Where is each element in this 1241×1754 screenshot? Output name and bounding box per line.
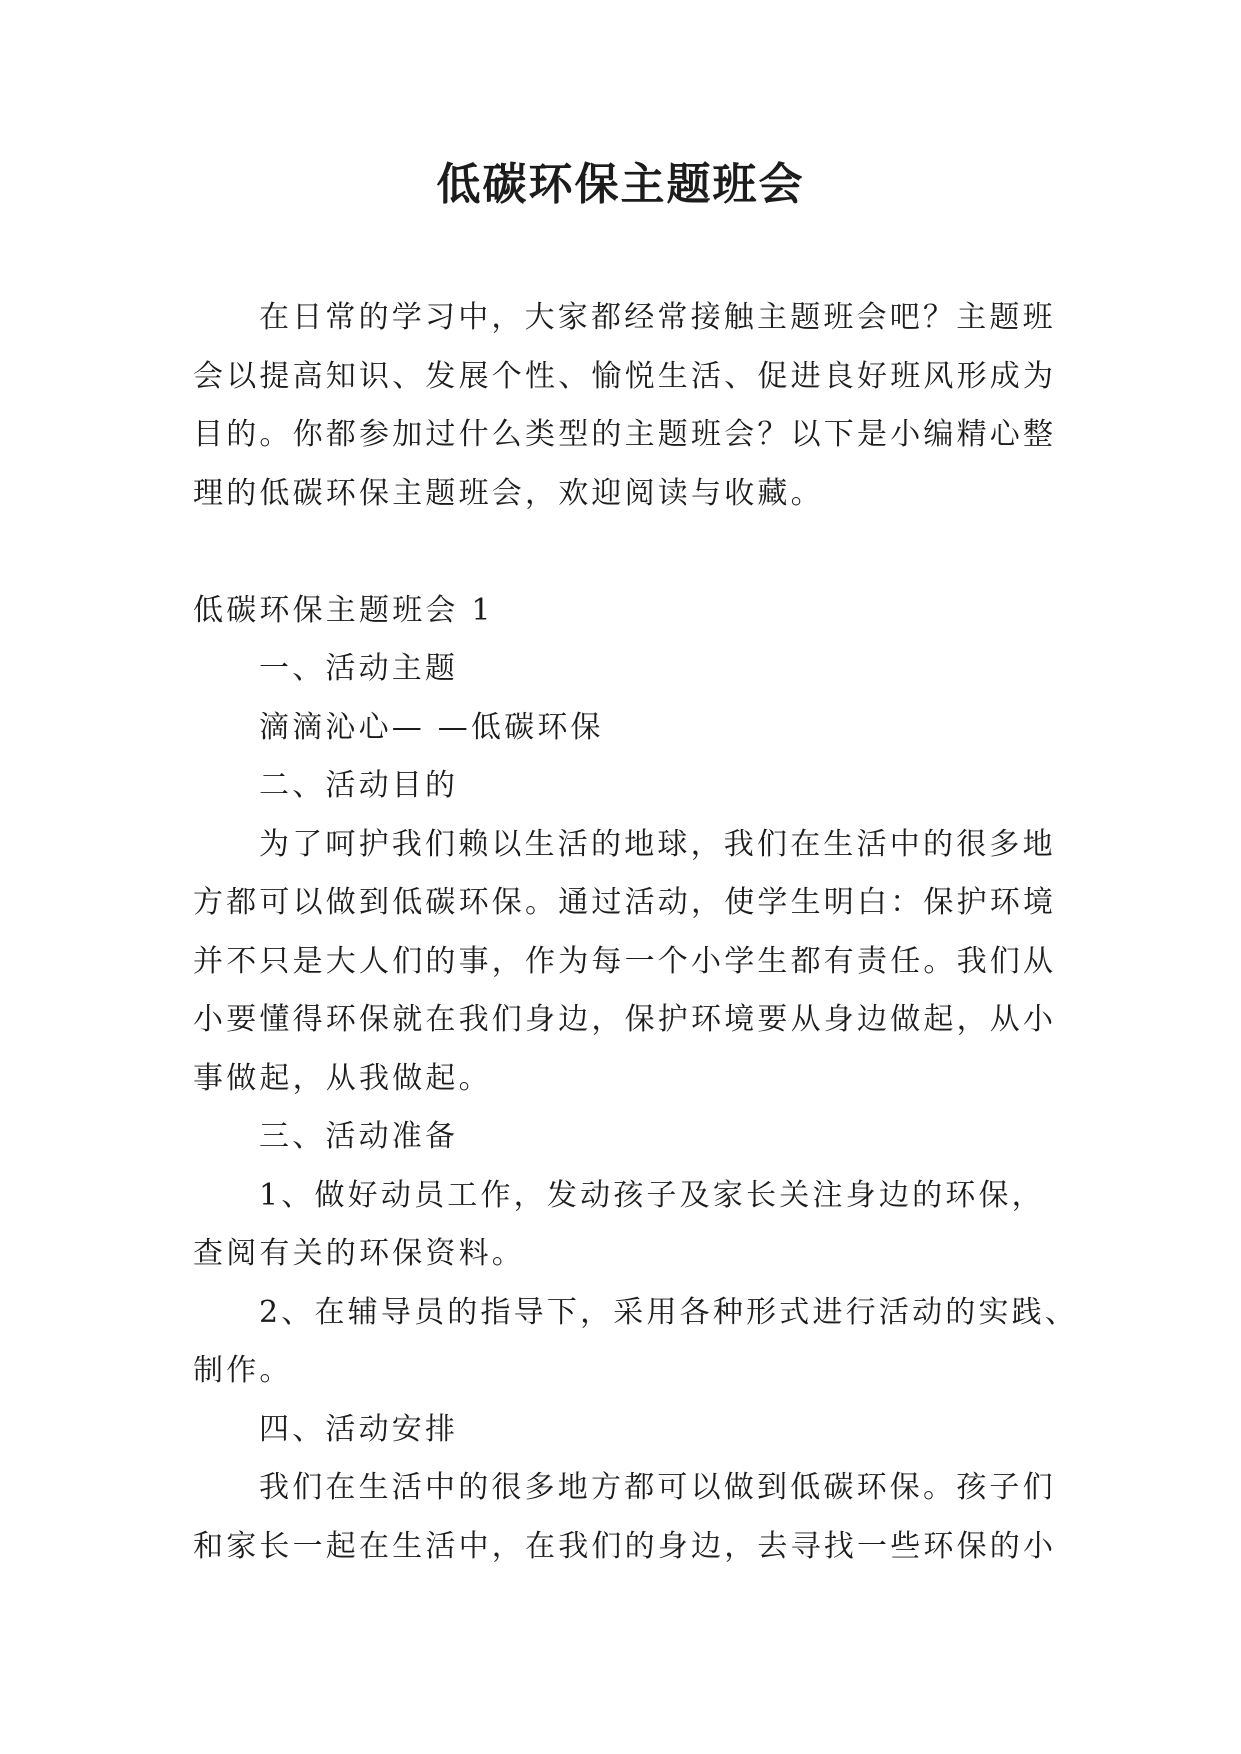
section-heading: 二、活动目的 <box>259 768 459 803</box>
section-heading: 一、活动主题 <box>259 651 459 686</box>
paragraph-line: 并不只是大人们的事，作为每一个小学生都有责任。我们从 <box>193 943 1057 979</box>
intro-paragraph <box>193 289 1193 523</box>
paragraph-line: 为了呵护我们赖以生活的地球，我们在生活中的很多地 <box>259 826 1056 862</box>
paragraph-line: 查阅有关的环保资料。 <box>193 1236 525 1271</box>
section-heading: 三、活动准备 <box>259 1119 459 1154</box>
paragraph <box>193 1167 1193 1284</box>
intro-line: 会以提高知识、发展个性、愉悦生活、促进良好班风形成为 <box>193 358 1057 394</box>
document-body <box>193 289 1193 1576</box>
article-heading: 低碳环保主题班会 1 <box>193 592 494 628</box>
intro-line: 目的。你都参加过什么类型的主题班会？以下是小编精心整 <box>193 417 1057 452</box>
section-activity-arrangement <box>193 1401 1193 1577</box>
paragraph-line: 方都可以做到低碳环保。通过活动，使学生明白：保护环境 <box>193 885 1057 920</box>
section-activity-theme <box>193 640 1193 757</box>
section-activity-preparation <box>193 1108 1193 1401</box>
paragraph-line: 1、做好动员工作，发动孩子及家长关注身边的环保， <box>259 1177 1045 1213</box>
paragraph-line: 我们在生活中的很多地方都可以做到低碳环保。孩子们 <box>259 1470 1056 1505</box>
document-title: 低碳环保主题班会 <box>436 159 805 210</box>
paragraph-line: 和家长一起在生活中，在我们的身边，去寻找一些环保的小 <box>193 1528 1057 1564</box>
intro-line: 理的低碳环保主题班会，欢迎阅读与收藏。 <box>193 475 824 511</box>
section-heading: 四、活动安排 <box>259 1411 459 1447</box>
paragraph-line: 制作。 <box>193 1353 293 1388</box>
paragraph-line: 事做起，从我做起。 <box>193 1060 492 1096</box>
intro-line: 在日常的学习中，大家都经常接触主题班会吧？主题班 <box>259 300 1056 335</box>
paragraph-line: 滴滴沁心— —低碳环保 <box>259 709 604 745</box>
paragraph-line: 小要懂得环保就在我们身边，保护环境要从身边做起，从小 <box>193 1002 1057 1037</box>
paragraph <box>193 1459 1193 1576</box>
section-activity-purpose <box>193 757 1193 1108</box>
paragraph-line: 2、在辅导员的指导下，采用各种形式进行活动的实践、 <box>259 1294 1079 1330</box>
paragraph <box>193 1284 1193 1401</box>
paragraph <box>193 816 1193 1109</box>
blank-line <box>193 523 1193 582</box>
